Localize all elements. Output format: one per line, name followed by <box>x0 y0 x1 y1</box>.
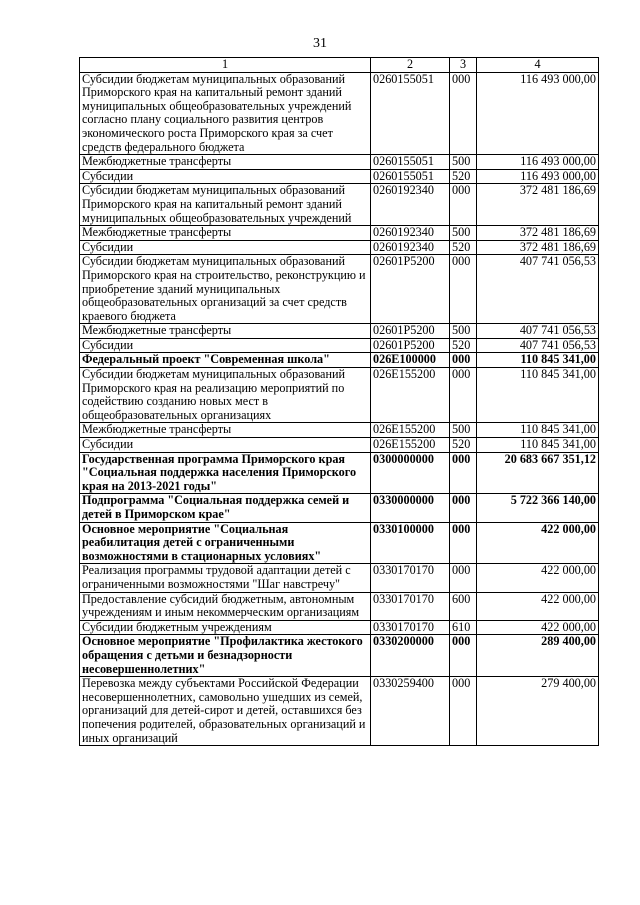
cell-code: 02601P5200 <box>371 324 450 339</box>
cell-code: 0330100000 <box>371 522 450 564</box>
cell-code: 026E100000 <box>371 353 450 368</box>
cell-amount: 110 845 341,00 <box>477 353 599 368</box>
cell-amount: 422 000,00 <box>477 564 599 592</box>
table-row <box>80 324 599 339</box>
column-header-name: 1 <box>80 58 371 73</box>
cell-name: Субсидии <box>80 169 371 184</box>
cell-kvr: 000 <box>450 255 477 324</box>
cell-code: 0330200000 <box>371 635 450 677</box>
table-row <box>80 240 599 255</box>
cell-code: 02601P5200 <box>371 338 450 353</box>
cell-amount: 372 481 186,69 <box>477 240 599 255</box>
cell-amount: 407 741 056,53 <box>477 324 599 339</box>
cell-kvr: 000 <box>450 353 477 368</box>
cell-name: Субсидии <box>80 240 371 255</box>
table-row <box>80 564 599 592</box>
table-row <box>80 184 599 226</box>
cell-code: 0330170170 <box>371 564 450 592</box>
cell-amount: 116 493 000,00 <box>477 169 599 184</box>
cell-name: Субсидии <box>80 438 371 453</box>
cell-code: 026E155200 <box>371 438 450 453</box>
cell-kvr: 000 <box>450 635 477 677</box>
table-row <box>80 677 599 746</box>
cell-name: Субсидии бюджетам муниципальных образований Приморского края на капитальный ремонт зданий муниципальных общеобразовательных учреждений согласно плану социального развития центров экономического роста Приморского края за счет средств федерального бюджета <box>80 72 371 155</box>
cell-amount: 422 000,00 <box>477 592 599 620</box>
cell-kvr: 520 <box>450 169 477 184</box>
table-row <box>80 155 599 170</box>
cell-kvr: 000 <box>450 494 477 522</box>
cell-name: Субсидии <box>80 338 371 353</box>
cell-name: Реализация программы трудовой адаптации детей с ограниченными возможностями "Шаг навстречу" <box>80 564 371 592</box>
cell-code: 0330259400 <box>371 677 450 746</box>
cell-name: Субсидии бюджетам муниципальных образований Приморского края на реализацию мероприятий по содействию созданию новых мест в общеобразовательных организациях <box>80 368 371 423</box>
table-row <box>80 338 599 353</box>
cell-amount: 422 000,00 <box>477 522 599 564</box>
cell-amount: 116 493 000,00 <box>477 72 599 155</box>
cell-code: 0260155051 <box>371 72 450 155</box>
cell-code: 026E155200 <box>371 423 450 438</box>
cell-code: 0330170170 <box>371 592 450 620</box>
cell-amount: 116 493 000,00 <box>477 155 599 170</box>
cell-kvr: 000 <box>450 72 477 155</box>
cell-kvr: 500 <box>450 226 477 241</box>
cell-code: 0330170170 <box>371 620 450 635</box>
cell-kvr: 000 <box>450 184 477 226</box>
cell-name: Подпрограмма "Социальная поддержка семей и детей в Приморском крае" <box>80 494 371 522</box>
table-row <box>80 620 599 635</box>
cell-name: Перевозка между субъектами Российской Федерации несовершеннолетних, самовольно ушедших из семей, организаций для детей-сирот и детей, оставшихся без попечения родителей, образовательных организаций и иных организаций <box>80 677 371 746</box>
cell-name: Межбюджетные трансферты <box>80 155 371 170</box>
table-row <box>80 635 599 677</box>
cell-amount: 20 683 667 351,12 <box>477 452 599 494</box>
cell-name: Основное мероприятие "Социальная реабилитация детей с ограниченными возможностями в стационарных условиях" <box>80 522 371 564</box>
cell-kvr: 520 <box>450 240 477 255</box>
cell-code: 0260155051 <box>371 155 450 170</box>
table-row <box>80 452 599 494</box>
cell-amount: 279 400,00 <box>477 677 599 746</box>
table-row <box>80 226 599 241</box>
table-row <box>80 72 599 155</box>
cell-code: 0330000000 <box>371 494 450 522</box>
cell-amount: 110 845 341,00 <box>477 423 599 438</box>
cell-name: Основное мероприятие "Профилактика жестокого обращения с детьми и безнадзорности несовершеннолетних" <box>80 635 371 677</box>
cell-amount: 289 400,00 <box>477 635 599 677</box>
cell-code: 02601P5200 <box>371 255 450 324</box>
cell-code: 0260192340 <box>371 226 450 241</box>
cell-amount: 110 845 341,00 <box>477 368 599 423</box>
cell-code: 0260192340 <box>371 240 450 255</box>
cell-kvr: 500 <box>450 423 477 438</box>
cell-kvr: 000 <box>450 522 477 564</box>
cell-name: Субсидии бюджетным учреждениям <box>80 620 371 635</box>
cell-amount: 110 845 341,00 <box>477 438 599 453</box>
table-header-row <box>80 58 599 73</box>
column-header-amount: 4 <box>477 58 599 73</box>
cell-amount: 407 741 056,53 <box>477 255 599 324</box>
cell-kvr: 000 <box>450 452 477 494</box>
cell-code: 0260192340 <box>371 184 450 226</box>
cell-name: Федеральный проект "Современная школа" <box>80 353 371 368</box>
cell-name: Межбюджетные трансферты <box>80 324 371 339</box>
cell-kvr: 600 <box>450 592 477 620</box>
cell-name: Межбюджетные трансферты <box>80 423 371 438</box>
cell-kvr: 000 <box>450 677 477 746</box>
cell-amount: 372 481 186,69 <box>477 184 599 226</box>
cell-amount: 422 000,00 <box>477 620 599 635</box>
page-number: 31 <box>313 36 327 51</box>
cell-kvr: 000 <box>450 368 477 423</box>
cell-kvr: 000 <box>450 564 477 592</box>
cell-amount: 407 741 056,53 <box>477 338 599 353</box>
table-row <box>80 255 599 324</box>
cell-name: Предоставление субсидий бюджетным, автономным учреждениям и иным некоммерческим организациям <box>80 592 371 620</box>
cell-name: Субсидии бюджетам муниципальных образований Приморского края на капитальный ремонт зданий муниципальных общеобразовательных учреждений <box>80 184 371 226</box>
cell-kvr: 520 <box>450 338 477 353</box>
cell-code: 0260155051 <box>371 169 450 184</box>
table-row <box>80 423 599 438</box>
table-row <box>80 438 599 453</box>
table-row <box>80 494 599 522</box>
cell-amount: 372 481 186,69 <box>477 226 599 241</box>
cell-name: Субсидии бюджетам муниципальных образований Приморского края на строительство, реконструкцию и приобретение зданий муниципальных общеобразовательных организаций за счет средств краевого бюджета <box>80 255 371 324</box>
cell-code: 026E155200 <box>371 368 450 423</box>
table-row <box>80 169 599 184</box>
cell-kvr: 610 <box>450 620 477 635</box>
cell-name: Межбюджетные трансферты <box>80 226 371 241</box>
cell-kvr: 520 <box>450 438 477 453</box>
table-row <box>80 522 599 564</box>
cell-kvr: 500 <box>450 324 477 339</box>
table-row <box>80 353 599 368</box>
cell-name: Государственная программа Приморского края "Социальная поддержка населения Приморского края на 2013-2021 годы" <box>80 452 371 494</box>
table-row <box>80 368 599 423</box>
budget-table <box>79 57 599 746</box>
table-row <box>80 592 599 620</box>
cell-kvr: 500 <box>450 155 477 170</box>
column-header-kvr: 3 <box>450 58 477 73</box>
column-header-code: 2 <box>371 58 450 73</box>
cell-amount: 5 722 366 140,00 <box>477 494 599 522</box>
cell-code: 0300000000 <box>371 452 450 494</box>
